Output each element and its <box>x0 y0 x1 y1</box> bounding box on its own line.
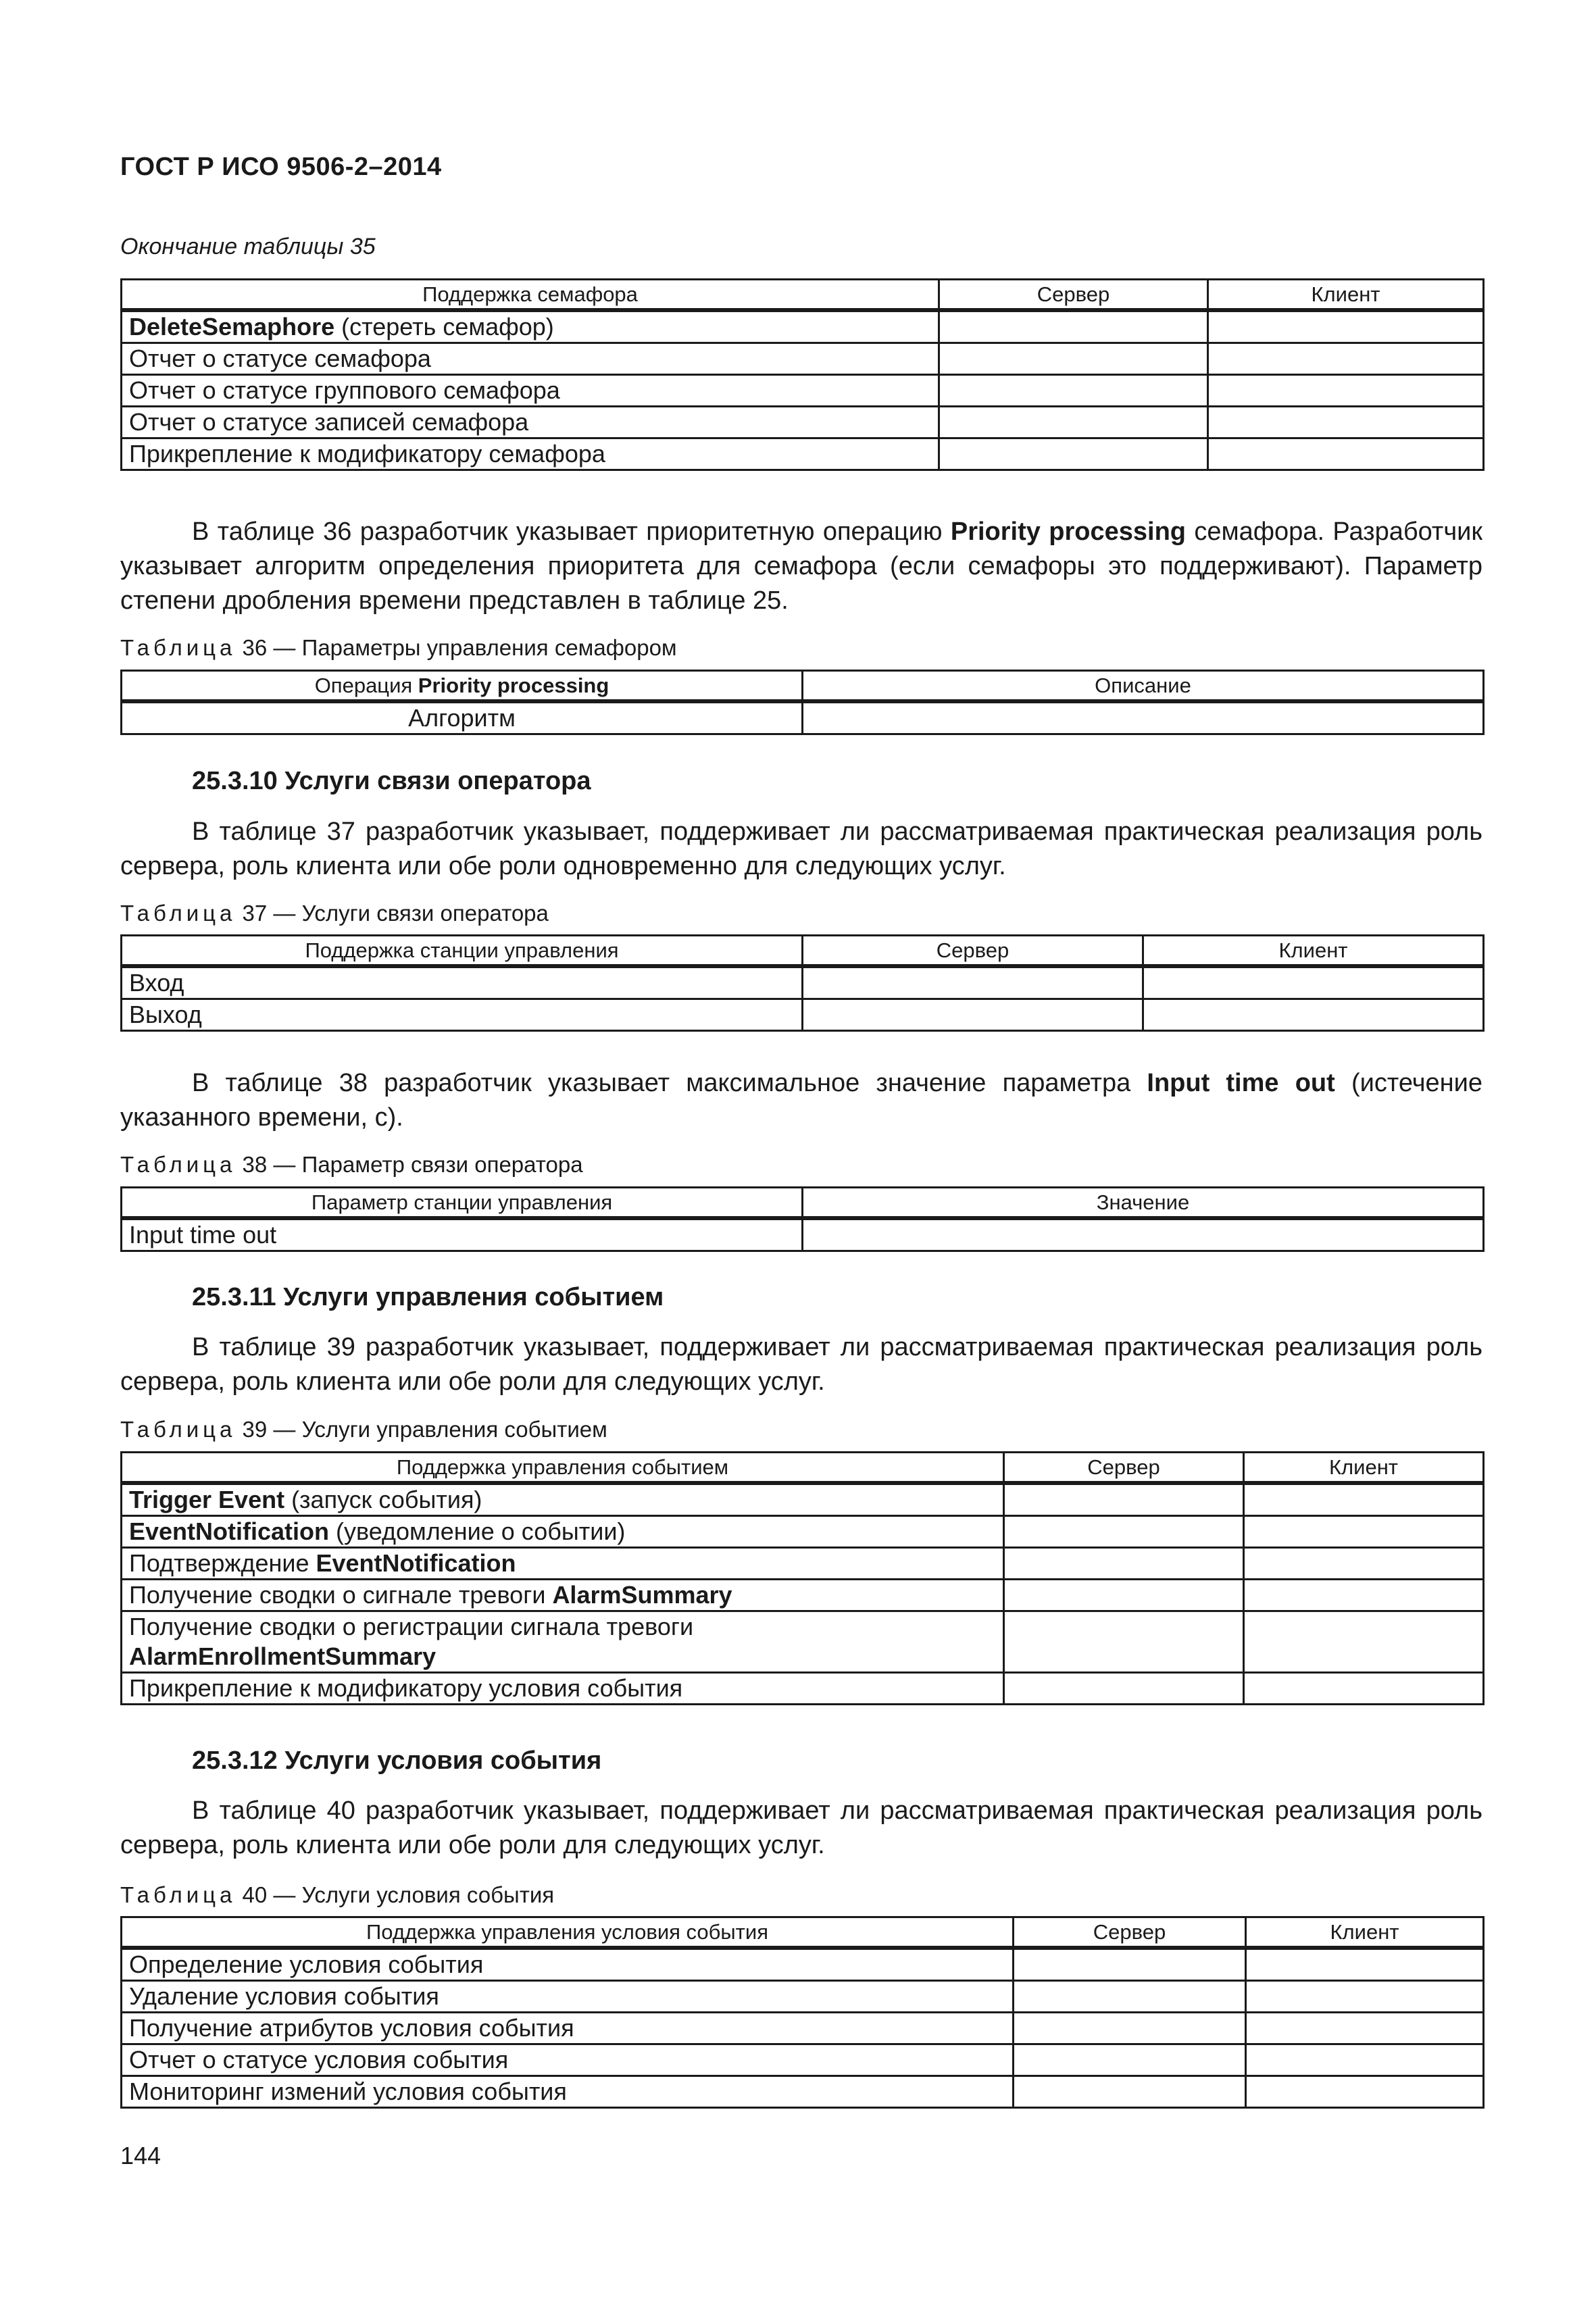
table-row <box>122 1218 1484 1251</box>
table-row <box>122 999 1484 1031</box>
row-label: Прикрепление к модификатору условия события <box>122 1673 1004 1705</box>
col-header: Клиент <box>1246 1917 1484 1948</box>
caption-table-39: Таблица 39 — Услуги управления событием <box>120 1417 607 1442</box>
table-38 <box>120 1186 1485 1252</box>
paragraph-table-39-intro: В таблице 39 разработчик указывает, поддерживает ли рассматриваемая практическая реализация роль сервера, роль клиента или обе роли для следующих услуг. <box>120 1333 1482 1396</box>
col-header: Поддержка семафора <box>122 280 939 311</box>
caption-table-37: Таблица 37 — Услуги связи оператора <box>120 901 549 926</box>
col-header: Клиент <box>1208 280 1484 311</box>
row-label: Trigger Event (запуск события) <box>122 1483 1004 1516</box>
row-label: Алгоритм <box>122 701 803 734</box>
table-continuation-label: Окончание таблицы 35 <box>120 234 376 259</box>
row-label: Выход <box>122 999 803 1031</box>
table-row <box>122 1516 1484 1548</box>
table-40 <box>120 1916 1485 2109</box>
table-header-row <box>122 1453 1484 1484</box>
table-row <box>122 966 1484 999</box>
row-label: Удаление условия события <box>122 1981 1014 2013</box>
table-row <box>122 2013 1484 2044</box>
table-row <box>122 1548 1484 1580</box>
row-label: Вход <box>122 966 803 999</box>
row-label: Отчет о статусе записей семафора <box>122 407 939 438</box>
section-heading-25-3-11: 25.3.11 Услуги управления событием <box>192 1283 664 1311</box>
row-label: Подтверждение EventNotification <box>122 1548 1004 1580</box>
caption-table-36: Таблица 36 — Параметры управления семафором <box>120 635 677 660</box>
row-label: Отчет о статусе семафора <box>122 343 939 375</box>
table-row <box>122 2044 1484 2076</box>
col-header: Клиент <box>1244 1453 1484 1484</box>
row-label: Input time out <box>122 1218 803 1251</box>
col-header: Значение <box>803 1188 1484 1219</box>
table-header-row <box>122 671 1484 702</box>
table-39 <box>120 1451 1485 1705</box>
table-row <box>122 2076 1484 2108</box>
col-header: Поддержка управления событием <box>122 1453 1004 1484</box>
row-label: Получение атрибутов условия события <box>122 2013 1014 2044</box>
paragraph-table-37-intro: В таблице 37 разработчик указывает, поддерживает ли рассматриваемая практическая реализация роль сервера, роль клиента или обе роли одновременно для следующих услуг. <box>120 818 1482 880</box>
paragraph-table-40-intro: В таблице 40 разработчик указывает, поддерживает ли рассматриваемая практическая реализация роль сервера, роль клиента или обе роли для следующих услуг. <box>120 1796 1482 1859</box>
table-header-row <box>122 1188 1484 1219</box>
table-header-row <box>122 280 1484 311</box>
col-header: Сервер <box>1014 1917 1246 1948</box>
row-label: Отчет о статусе группового семафора <box>122 375 939 407</box>
row-label: DeleteSemaphore (стереть семафор) <box>122 310 939 343</box>
table-35 <box>120 278 1485 471</box>
paragraph-table-38-intro: В таблице 38 разработчик указывает максимальное значение параметра Input time out (истечение указанного времени, с). <box>120 1069 1482 1132</box>
table-header-row <box>122 936 1484 967</box>
table-header-row <box>122 1917 1484 1948</box>
col-header: Сервер <box>803 936 1143 967</box>
table-row <box>122 1948 1484 1981</box>
col-header: Описание <box>803 671 1484 702</box>
col-header: Параметр станции управления <box>122 1188 803 1219</box>
row-label: Получение сводки о регистрации сигнала тревоги AlarmEnrollmentSummary <box>122 1611 1004 1673</box>
table-row <box>122 407 1484 438</box>
row-label: Мониторинг измений условия события <box>122 2076 1014 2108</box>
document-header: ГОСТ Р ИСО 9506-2–2014 <box>120 153 442 181</box>
col-header: Поддержка управления условия события <box>122 1917 1014 1948</box>
table-row <box>122 1611 1484 1673</box>
table-row <box>122 701 1484 734</box>
table-row <box>122 1483 1484 1516</box>
caption-table-40: Таблица 40 — Услуги условия события <box>120 1882 555 1907</box>
section-heading-25-3-10: 25.3.10 Услуги связи оператора <box>192 767 591 795</box>
table-37 <box>120 934 1485 1032</box>
col-header: Клиент <box>1143 936 1484 967</box>
table-row <box>122 438 1484 470</box>
table-row <box>122 310 1484 343</box>
table-36 <box>120 670 1485 735</box>
row-label: Прикрепление к модификатору семафора <box>122 438 939 470</box>
row-label: Отчет о статусе условия события <box>122 2044 1014 2076</box>
col-header: Сервер <box>939 280 1208 311</box>
row-label: EventNotification (уведомление о событии) <box>122 1516 1004 1548</box>
col-header: Сервер <box>1004 1453 1244 1484</box>
table-row <box>122 1981 1484 2013</box>
caption-table-38: Таблица 38 — Параметр связи оператора <box>120 1152 583 1177</box>
col-header: Поддержка станции управления <box>122 936 803 967</box>
table-row <box>122 375 1484 407</box>
page-number: 144 <box>120 2142 161 2169</box>
table-row <box>122 1673 1484 1705</box>
row-label: Получение сводки о сигнале тревоги AlarmSummary <box>122 1580 1004 1611</box>
col-header: Операция Priority processing <box>122 671 803 702</box>
table-row <box>122 343 1484 375</box>
section-heading-25-3-12: 25.3.12 Услуги условия события <box>192 1746 602 1775</box>
row-label: Определение условия события <box>122 1948 1014 1981</box>
paragraph-table-36-intro: В таблице 36 разработчик указывает приоритетную операцию Priority processing семафора. Разработчик указывает алгоритм определения приоритета для семафора (если семафоры это поддерживают). Параметр степени дробления времени представлен в таблице 25. <box>120 518 1482 615</box>
table-row <box>122 1580 1484 1611</box>
